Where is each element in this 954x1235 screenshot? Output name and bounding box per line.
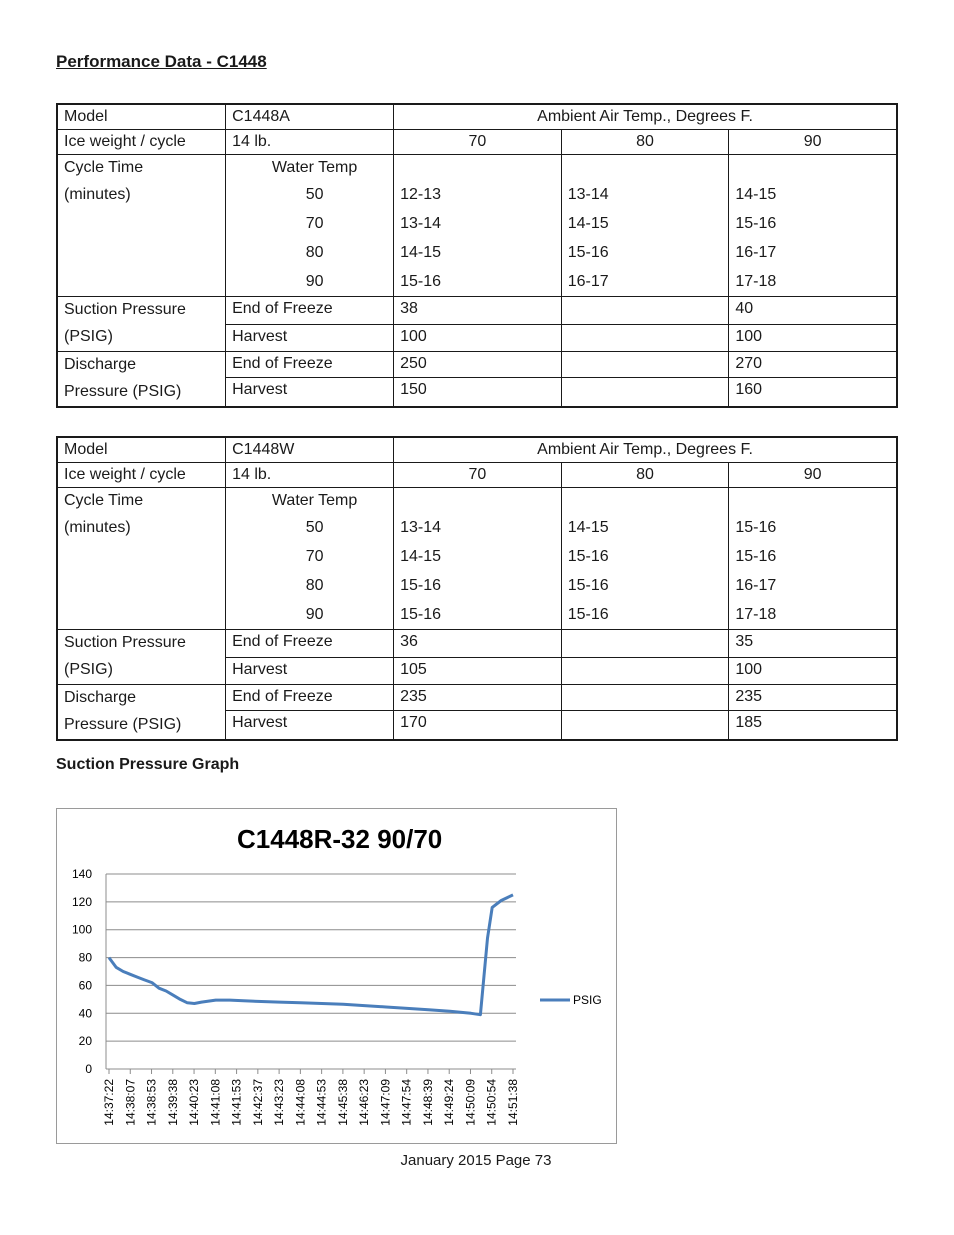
discharge-harvest-value: 160	[729, 378, 897, 408]
cycle-time-value: 13-14	[567, 186, 609, 203]
cycle-time-column	[561, 488, 729, 630]
discharge-eof-value: 235	[729, 685, 897, 711]
cycle-time-value: 17-18	[735, 273, 777, 290]
x-tick-label: 14:48:39	[420, 1079, 435, 1126]
ambient-temp: 80	[561, 130, 729, 155]
discharge-eof-value: 235	[394, 685, 562, 711]
suction-pressure-chart	[56, 808, 617, 1144]
cycle-time-value: 15-16	[567, 244, 609, 261]
table-row	[57, 104, 897, 130]
ice-weight-label: Ice weight / cycle	[57, 130, 226, 155]
water-temp-value: 80	[305, 244, 324, 261]
y-tick-label: 80	[78, 950, 92, 965]
ambient-temp: 70	[394, 463, 562, 488]
cycle-time-column	[394, 488, 562, 630]
discharge-harvest-value: 185	[729, 711, 897, 741]
cycle-time-column	[394, 155, 562, 297]
discharge-eof-value	[561, 352, 729, 378]
suction-harvest-value: 100	[729, 324, 897, 352]
x-tick-label: 14:39:38	[165, 1079, 180, 1126]
series-line-psig	[109, 895, 513, 1015]
discharge-harvest-value: 150	[394, 378, 562, 408]
y-tick-label: 20	[78, 1034, 92, 1049]
water-temp-value: 50	[305, 519, 324, 536]
performance-table	[56, 103, 898, 408]
suction-harvest-value: 100	[394, 324, 562, 352]
cycle-label-line: Cycle Time	[64, 492, 144, 509]
cycle-time-value: 14-15	[567, 215, 609, 232]
x-tick-label: 14:41:53	[229, 1079, 244, 1126]
discharge-harvest-value: 170	[394, 711, 562, 741]
x-tick-label: 14:51:38	[506, 1079, 520, 1126]
discharge-pressure-label	[57, 685, 226, 741]
y-tick-label: 100	[71, 922, 92, 937]
water-temp-value: 90	[305, 273, 324, 290]
x-tick-label: 14:46:23	[357, 1079, 372, 1126]
cycle-time-value: 16-17	[735, 577, 777, 594]
x-tick-label: 14:47:54	[399, 1079, 414, 1126]
discharge-pressure-label	[57, 352, 226, 408]
ambient-temp: 80	[561, 463, 729, 488]
cycle-time-value: 14-15	[567, 519, 609, 536]
model-value: C1448W	[226, 437, 394, 463]
harvest-label: Harvest	[226, 657, 394, 685]
x-tick-label: 14:38:53	[144, 1079, 159, 1126]
discharge-eof-value: 250	[394, 352, 562, 378]
suction-label-line: Suction Pressure	[64, 634, 186, 651]
cycle-label-line: (minutes)	[64, 519, 131, 536]
suction-eof-value: 36	[394, 630, 562, 658]
y-tick-label: 40	[78, 1006, 92, 1021]
suction-eof-value	[561, 297, 729, 325]
suction-harvest-value: 100	[729, 657, 897, 685]
end-of-freeze-label: End of Freeze	[226, 685, 394, 711]
x-tick-label: 14:37:22	[102, 1079, 116, 1126]
suction-eof-value: 35	[729, 630, 897, 658]
water-temp-label: Water Temp	[271, 159, 358, 176]
end-of-freeze-label: End of Freeze	[226, 352, 394, 378]
cycle-label-line: Cycle Time	[64, 159, 144, 176]
x-tick-label: 14:41:08	[208, 1079, 223, 1126]
x-tick-label: 14:44:53	[314, 1079, 329, 1126]
ambient-header: Ambient Air Temp., Degrees F.	[394, 437, 897, 463]
suction-pressure-label	[57, 297, 226, 352]
cycle-time-value: 15-16	[735, 548, 777, 565]
model-label: Model	[57, 104, 226, 130]
table-row	[57, 437, 897, 463]
x-tick-label: 14:40:23	[187, 1079, 202, 1126]
x-tick-label: 14:38:07	[123, 1079, 138, 1126]
cycle-time-value: 13-14	[400, 215, 441, 232]
table-row	[57, 463, 897, 488]
suction-label-line: Suction Pressure	[64, 301, 186, 318]
suction-label-line: (PSIG)	[64, 661, 113, 678]
discharge-harvest-value	[561, 378, 729, 408]
table-row	[57, 630, 897, 658]
table-row	[57, 155, 897, 297]
chart-title: C1448R-32 90/70	[237, 824, 443, 854]
harvest-label: Harvest	[226, 378, 394, 408]
y-tick-label: 140	[71, 867, 92, 881]
water-temp-column	[226, 488, 394, 630]
x-tick-label: 14:49:24	[442, 1079, 457, 1126]
suction-harvest-value: 105	[394, 657, 562, 685]
harvest-label: Harvest	[226, 711, 394, 741]
x-tick-label: 14:43:23	[272, 1079, 287, 1126]
x-tick-label: 14:44:08	[293, 1079, 308, 1126]
cycle-time-value: 15-16	[400, 273, 441, 290]
ambient-temp: 90	[729, 130, 897, 155]
suction-pressure-label	[57, 630, 226, 685]
table-row	[57, 130, 897, 155]
cycle-time-value: 15-16	[735, 519, 777, 536]
water-temp-value: 90	[305, 606, 324, 623]
cycle-time-value: 14-15	[400, 244, 441, 261]
end-of-freeze-label: End of Freeze	[226, 630, 394, 658]
x-tick-label: 14:47:09	[378, 1079, 393, 1126]
cycle-time-column	[729, 488, 897, 630]
cycle-time-value: 14-15	[400, 548, 442, 565]
legend-label: PSIG	[573, 993, 602, 1007]
cycle-time-column	[561, 155, 729, 297]
table-row	[57, 685, 897, 711]
ambient-temp: 90	[729, 463, 897, 488]
cycle-time-label	[57, 155, 226, 297]
cycle-time-value: 15-16	[567, 548, 609, 565]
table-row	[57, 297, 897, 325]
section-title: Suction Pressure Graph	[56, 756, 240, 773]
ice-weight-value: 14 lb.	[226, 463, 394, 488]
suction-label-line: (PSIG)	[64, 328, 113, 345]
model-value: C1448A	[226, 104, 394, 130]
water-temp-value: 70	[305, 215, 324, 232]
suction-eof-value: 38	[394, 297, 562, 325]
water-temp-column	[226, 155, 394, 297]
cycle-time-value: 17-18	[735, 606, 777, 623]
cycle-time-value: 15-16	[400, 606, 442, 623]
suction-harvest-value	[561, 657, 729, 685]
cycle-time-value: 15-16	[400, 577, 442, 594]
harvest-label: Harvest	[226, 324, 394, 352]
chart-svg	[57, 809, 616, 1143]
page-footer	[0, 1152, 954, 1169]
x-tick-label: 14:45:38	[335, 1079, 350, 1126]
x-tick-label: 14:50:54	[484, 1079, 499, 1126]
cycle-time-value: 16-17	[567, 273, 609, 290]
discharge-eof-value	[561, 685, 729, 711]
ambient-header: Ambient Air Temp., Degrees F.	[394, 104, 897, 130]
page-title: Performance Data - C1448	[56, 52, 267, 71]
x-tick-label: 14:50:09	[463, 1079, 478, 1126]
cycle-time-column	[729, 155, 897, 297]
suction-eof-value: 40	[729, 297, 897, 325]
ice-weight-label: Ice weight / cycle	[57, 463, 226, 488]
cycle-time-label	[57, 488, 226, 630]
end-of-freeze-label: End of Freeze	[226, 297, 394, 325]
discharge-label-line: Pressure (PSIG)	[64, 383, 182, 400]
ice-weight-value: 14 lb.	[226, 130, 394, 155]
table-row	[57, 352, 897, 378]
water-temp-label: Water Temp	[271, 492, 358, 509]
water-temp-value: 80	[305, 577, 324, 594]
discharge-harvest-value	[561, 711, 729, 741]
discharge-eof-value: 270	[729, 352, 897, 378]
cycle-time-value: 13-14	[400, 519, 442, 536]
cycle-time-value: 12-13	[400, 186, 441, 203]
discharge-label-line: Discharge	[64, 356, 137, 373]
discharge-label-line: Pressure (PSIG)	[64, 716, 182, 733]
x-tick-label: 14:42:37	[250, 1079, 265, 1126]
suction-eof-value	[561, 630, 729, 658]
suction-harvest-value	[561, 324, 729, 352]
cycle-time-value: 15-16	[735, 215, 777, 232]
cycle-time-value: 15-16	[567, 606, 609, 623]
cycle-time-value: 16-17	[735, 244, 777, 261]
water-temp-value: 70	[305, 548, 324, 565]
model-label: Model	[57, 437, 226, 463]
discharge-label-line: Discharge	[64, 689, 137, 706]
water-temp-value: 50	[305, 186, 324, 203]
cycle-time-value: 15-16	[567, 577, 609, 594]
cycle-label-line: (minutes)	[64, 186, 131, 203]
y-tick-label: 0	[85, 1062, 92, 1076]
performance-table	[56, 436, 898, 741]
y-tick-label: 120	[71, 894, 92, 909]
ambient-temp: 70	[394, 130, 562, 155]
cycle-time-value: 14-15	[735, 186, 777, 203]
table-row	[57, 488, 897, 630]
y-tick-label: 60	[78, 978, 92, 993]
footer-text: January 2015 Page 73	[400, 1152, 552, 1169]
